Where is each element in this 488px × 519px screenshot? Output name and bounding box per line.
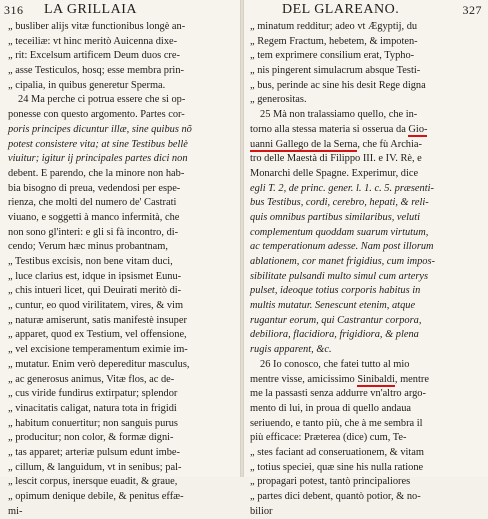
text-line	[8, 240, 236, 255]
right-page	[244, 0, 488, 517]
right-page-number: 327	[462, 3, 482, 17]
text-line	[8, 79, 236, 94]
text-line	[8, 64, 236, 79]
line-text: torno alla stessa materia si osserua da	[250, 123, 409, 135]
text-line	[250, 93, 482, 108]
text-line	[250, 255, 482, 270]
line-text: quis omnibus partibus similaribus, veluti	[250, 211, 421, 223]
text-line	[8, 314, 236, 329]
left-page-text	[0, 20, 240, 519]
text-line	[250, 182, 482, 197]
text-line	[250, 196, 482, 211]
text-line	[250, 402, 482, 417]
text-line	[250, 20, 482, 35]
line-text: „ asse Testiculos, hosq; esse membra prin-	[8, 65, 184, 77]
line-text: „ stes faciant ad conseruationem, & vitam	[250, 446, 424, 458]
line-text: me la passasti senza addurre vn'altro argo-	[250, 388, 426, 400]
line-text: non sono gl'interi: e gli si fà incontro, di-	[8, 226, 179, 238]
line-text: bilior	[250, 505, 273, 517]
text-line	[250, 138, 482, 153]
line-text: , mentre	[394, 373, 429, 385]
line-text: „ mutatur. Enim verò depereditur masculus,	[8, 358, 190, 370]
line-text: tro delle Maestà di Filippo III. e IV. Rè, e	[250, 153, 422, 165]
line-text: complementum quoddam suarum virtutum,	[250, 226, 429, 238]
text-line	[250, 108, 482, 123]
line-text: „ rit: Excelsum artificem Deum duos cre-	[8, 50, 180, 62]
text-line	[250, 328, 482, 343]
line-text: „ naturæ amiserunt, satis manifestè insuper	[8, 314, 187, 326]
text-line	[8, 226, 236, 241]
line-text: 25 Mà non tralassiamo quello, che in-	[260, 109, 418, 121]
text-line	[8, 490, 236, 505]
text-line	[8, 505, 236, 519]
text-line	[8, 387, 236, 402]
text-line	[250, 152, 482, 167]
text-line	[250, 505, 482, 519]
text-line	[250, 490, 482, 505]
line-text: „ tem exprimere consilium erat, Typho-	[250, 50, 415, 62]
text-line	[8, 358, 236, 373]
text-line	[8, 108, 236, 123]
text-line	[250, 240, 482, 255]
line-text: mentre visse, amicissimo	[250, 373, 358, 385]
text-line	[8, 461, 236, 476]
line-text: „ cus viride fundirus extirpatur; splendor	[8, 388, 178, 400]
right-running-title: DEL GLAREANO.	[282, 2, 400, 17]
line-text: „ generositas.	[250, 94, 307, 106]
text-line	[250, 79, 482, 94]
line-text: sibilitate pulsandi multo simul cum arterys	[250, 270, 429, 282]
line-text: „ totius speciei, quæ sine his nulla ratione	[250, 461, 424, 473]
line-text: viuano, e soggetti à manco infermità, che	[8, 211, 180, 223]
line-text: mi-	[8, 505, 23, 517]
right-page-header	[244, 0, 488, 20]
line-text: multis mutatur. Senescunt etenim, atque	[250, 300, 416, 312]
text-line	[8, 167, 236, 182]
text-line	[8, 211, 236, 226]
line-text: cendo; Verum hæc minus probantnam,	[8, 241, 168, 253]
text-line	[8, 402, 236, 417]
text-line	[250, 35, 482, 50]
underlined-name: Sinibaldi	[357, 373, 395, 385]
text-line	[250, 123, 482, 138]
line-text: pulset, ideoque totius corporis habitus in	[250, 285, 421, 297]
line-text: „ opimum denique debile, & penitus effæ-	[8, 491, 184, 502]
text-line	[8, 20, 236, 35]
line-text: Monarchi delle Spagne. Experimur, dice	[250, 167, 419, 179]
text-line	[250, 49, 482, 64]
text-line	[8, 123, 236, 138]
text-line	[250, 167, 482, 182]
line-text: „ habitum conuertitur; non sanguis purus	[8, 417, 178, 429]
line-text: „ cipalia, in quibus generetur Sperma.	[8, 79, 166, 91]
line-text: , che fù Archia-	[357, 138, 422, 150]
line-text: „ nis pingerent simulacrum absque Testi-	[250, 65, 421, 77]
text-line	[8, 284, 236, 299]
line-text: „ cuntur, eo quod virilitatem, vires, & vim	[8, 300, 184, 312]
left-page-number: 316	[4, 3, 24, 17]
underlined-name: uanni Gallego de la Serna	[250, 138, 358, 150]
text-line	[250, 373, 482, 388]
text-line	[250, 358, 482, 373]
text-line	[8, 373, 236, 388]
text-line	[250, 446, 482, 461]
left-page-header	[0, 0, 240, 20]
line-text: „ tas apparet; arteriæ pulsum edunt imbe-	[8, 446, 180, 458]
line-text: „ teceiliæ: vt hinc meritò Auicenna dixe-	[8, 35, 178, 47]
text-line	[8, 417, 236, 432]
left-page	[0, 0, 240, 517]
text-line	[250, 343, 482, 358]
text-line	[8, 343, 236, 358]
line-text: potest consistere vita; at sine Testibus bellè	[8, 138, 188, 150]
line-text: rugis apparent, &c.	[250, 344, 332, 356]
text-line	[250, 211, 482, 226]
line-text: debiliora, flacidiora, frigidiora, & plena	[250, 329, 419, 341]
line-text: rienza, che molti del numero de' Castrati	[8, 197, 177, 209]
line-text: „ vel excisione temperamentum eximie im-	[8, 344, 188, 356]
text-line	[8, 152, 236, 167]
line-text: „ partes dici debent, quantò potior, & no-	[250, 491, 421, 502]
line-text: viuitur; igitur ij principales partes dici non	[8, 153, 188, 165]
text-line	[8, 49, 236, 64]
line-text: ac temperationum adesse. Nam post illorum	[250, 241, 434, 253]
line-text: „ ac generosus animus, Vitæ flos, ac de-	[8, 373, 175, 385]
text-line	[8, 35, 236, 50]
text-line	[8, 255, 236, 270]
text-line	[250, 284, 482, 299]
line-text: „ vinacitatis caligat, natura tota in frigidi	[8, 402, 177, 414]
line-text: rugantur eorum, qui Castrantur corpora,	[250, 314, 422, 326]
line-text: debent. E parendo, che la minore non hab-	[8, 167, 185, 179]
text-line	[250, 299, 482, 314]
line-text: „ cillum, & languidum, vt in senibus; pal-	[8, 461, 182, 473]
line-text: „ minatum redditur; adeo vt Ægyptij, du	[250, 21, 418, 32]
line-text: 26 Io conosco, che fatei tutto al mio	[260, 358, 410, 370]
text-line	[250, 270, 482, 285]
text-line	[250, 475, 482, 490]
text-line	[8, 328, 236, 343]
text-line	[250, 226, 482, 241]
text-line	[250, 64, 482, 79]
line-text: „ propagari potest, tantò principaliores	[250, 476, 411, 488]
line-text: „ Regem Fractum, hebetem, & impoten-	[250, 35, 418, 47]
line-text: mento di lui, in proua di quello andaua	[250, 402, 412, 414]
line-text: ablationem, cor manet frigidius, cum impos-	[250, 256, 435, 267]
text-line	[8, 196, 236, 211]
line-text: „ luce clarius est, idque in ipsismet Eunu-	[8, 270, 182, 282]
line-text: seriuendo, e tanto più, che à me sembra il	[250, 417, 423, 429]
right-page-text	[244, 20, 488, 519]
text-line	[8, 446, 236, 461]
line-text: 24 Ma perche ci potrua essere che si op-	[18, 94, 186, 106]
text-line	[8, 299, 236, 314]
left-running-title: LA GRILLAIA	[44, 2, 137, 17]
text-line	[250, 417, 482, 432]
line-text: „ bus, perinde ac sine his desit Rege digna	[250, 79, 426, 91]
line-text: bia bisogno di preua, vedendosi per espe-	[8, 182, 181, 194]
text-line	[8, 93, 236, 108]
line-text: poris principes dicuntur illæ, sine quibus nõ	[8, 123, 192, 135]
underlined-name: Gio-	[408, 123, 428, 135]
line-text: egli T. 2, de princ. gener. l. 1. c. 5. præsenti-	[250, 182, 434, 194]
text-line	[250, 314, 482, 329]
line-text: ponesse con questo argomento. Partes cor-	[8, 109, 185, 121]
text-line	[8, 138, 236, 153]
line-text: più efficace: Præterea (dice) cum, Te-	[250, 432, 407, 444]
line-text: „ chis intueri licet, qui Deuirati meritò di-	[8, 285, 182, 297]
text-line	[250, 461, 482, 476]
text-line	[250, 431, 482, 446]
text-line	[8, 270, 236, 285]
line-text: bus Testibus, cordi, cerebro, hepati, & reli-	[250, 197, 429, 209]
line-text: „ Testibus excisis, non bene vitam duci,	[8, 256, 173, 267]
line-text: „ busliber alijs vitæ functionibus longè an-	[8, 21, 186, 32]
text-line	[8, 431, 236, 446]
text-line	[250, 387, 482, 402]
text-line	[8, 182, 236, 197]
line-text: „ lescit corpus, inersque euadit, & graue,	[8, 476, 178, 488]
line-text: „ apparet, quod ex Testium, vel offensione,	[8, 329, 187, 341]
text-line	[8, 475, 236, 490]
line-text: „ producitur; non color, & formæ digni-	[8, 432, 174, 444]
